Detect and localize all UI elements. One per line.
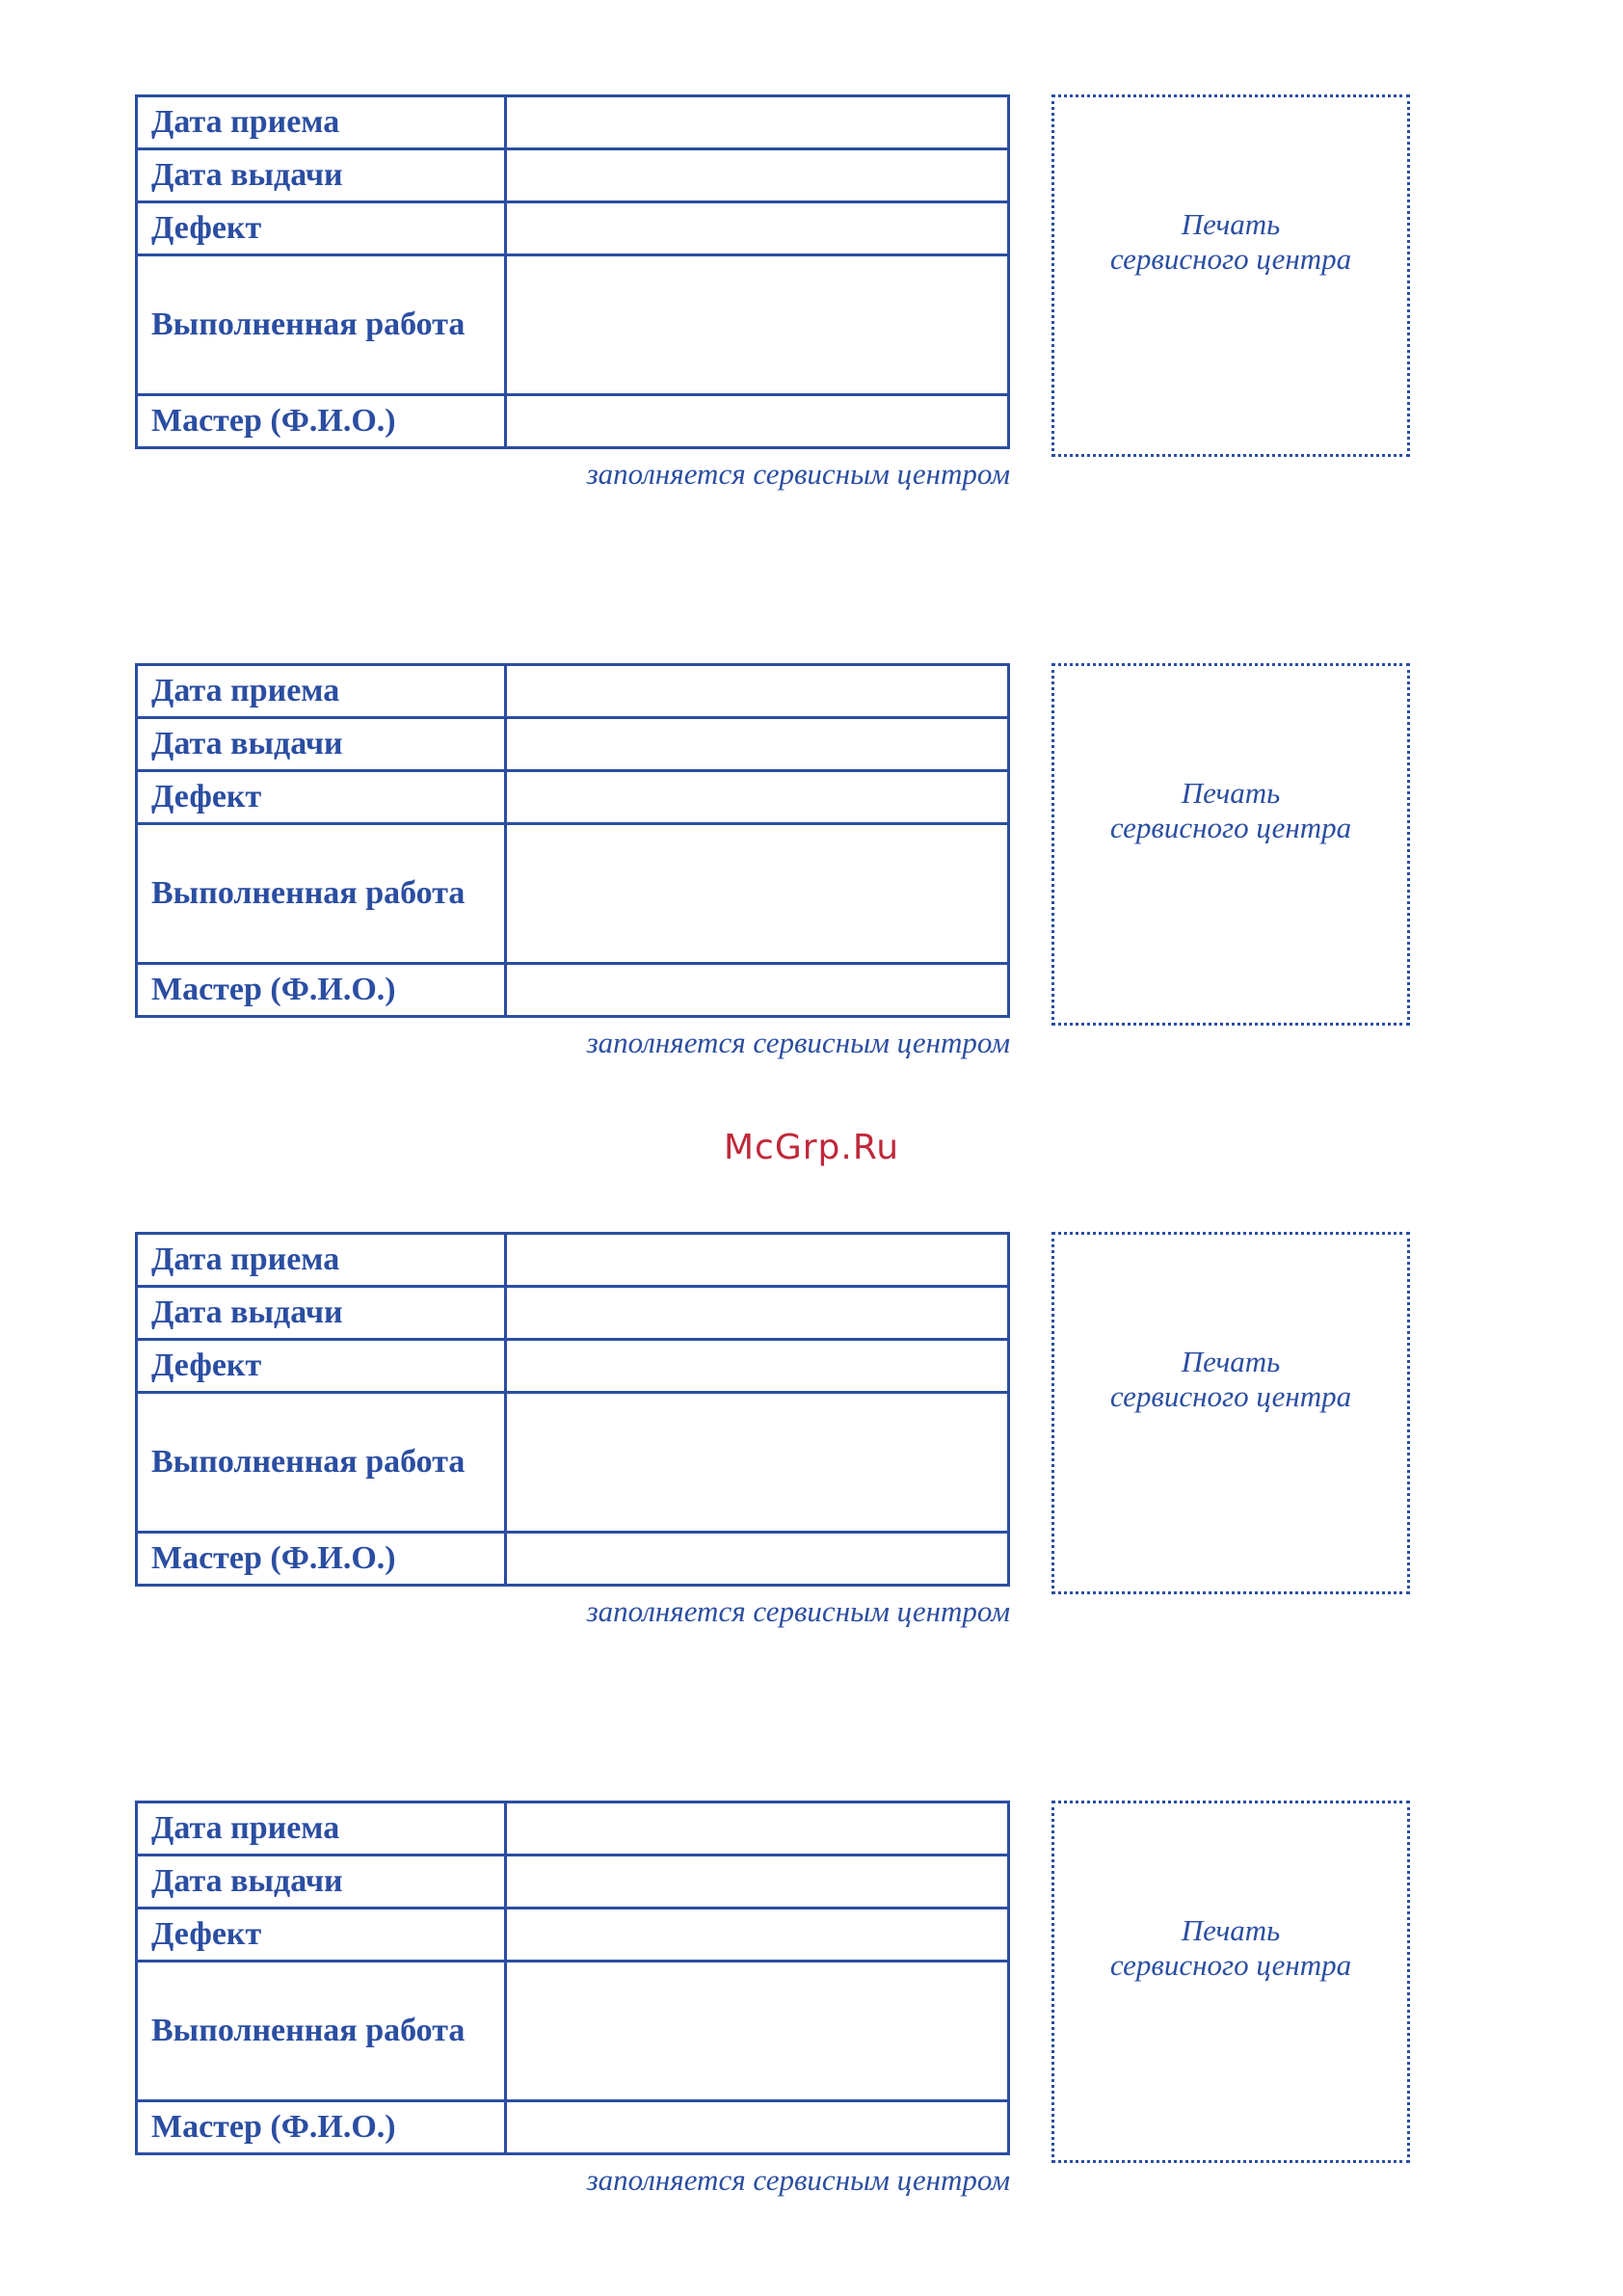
warranty-coupon-2 [135,663,1413,1087]
service-record-table [135,1801,1010,2155]
stamp-caption [1110,776,1351,845]
defect-field[interactable] [506,771,1009,824]
label-technician: Мастер (Ф.И.О.) [137,2101,506,2154]
work-done-field[interactable] [506,255,1009,395]
filled-by-service-note: заполняется сервисным центром [586,2163,1010,2197]
label-issue-date: Дата выдачи [137,1287,506,1340]
service-stamp-box [1051,663,1410,1026]
receive-date-field[interactable] [506,96,1009,149]
watermark: McGrp.Ru [723,1128,900,1167]
warranty-coupon-4 [135,1801,1413,2225]
work-done-field[interactable] [506,824,1009,964]
warranty-coupon-1 [135,94,1413,519]
technician-field[interactable] [506,964,1009,1017]
issue-date-field[interactable] [506,1287,1009,1340]
technician-field[interactable] [506,2101,1009,2154]
receive-date-field[interactable] [506,1802,1009,1855]
issue-date-field[interactable] [506,149,1009,202]
label-issue-date: Дата выдачи [137,718,506,771]
label-technician: Мастер (Ф.И.О.) [137,964,506,1017]
defect-field[interactable] [506,1340,1009,1393]
work-done-field[interactable] [506,1962,1009,2101]
issue-date-field[interactable] [506,1855,1009,1909]
warranty-coupon-3 [135,1232,1413,1656]
label-defect: Дефект [137,1340,506,1393]
stamp-caption [1110,1345,1351,1414]
label-issue-date: Дата выдачи [137,149,506,202]
stamp-caption [1110,207,1351,277]
service-stamp-box [1051,1232,1410,1594]
work-done-field[interactable] [506,1393,1009,1533]
label-defect: Дефект [137,202,506,255]
label-work-done: Выполненная работа [137,255,506,395]
stamp-caption-line1: Печать [1181,1913,1281,1947]
label-receive-date: Дата приема [137,96,506,149]
label-work-done: Выполненная работа [137,1962,506,2101]
defect-field[interactable] [506,202,1009,255]
stamp-caption-line1: Печать [1181,207,1281,241]
defect-field[interactable] [506,1909,1009,1962]
label-work-done: Выполненная работа [137,824,506,964]
label-defect: Дефект [137,771,506,824]
stamp-caption-line2: сервисного центра [1109,242,1352,276]
label-issue-date: Дата выдачи [137,1855,506,1909]
service-record-table [135,94,1010,449]
label-receive-date: Дата приема [137,1802,506,1855]
filled-by-service-note: заполняется сервисным центром [586,1594,1010,1628]
service-record-table [135,663,1010,1018]
stamp-caption-line1: Печать [1181,776,1281,810]
service-stamp-box [1051,1801,1410,2163]
label-technician: Мастер (Ф.И.О.) [137,1533,506,1586]
stamp-caption [1110,1913,1351,1983]
service-stamp-box [1051,94,1410,457]
label-work-done: Выполненная работа [137,1393,506,1533]
stamp-caption-line1: Печать [1181,1345,1281,1378]
label-defect: Дефект [137,1909,506,1962]
receive-date-field[interactable] [506,665,1009,718]
filled-by-service-note: заполняется сервисным центром [586,457,1010,491]
service-record-table [135,1232,1010,1587]
issue-date-field[interactable] [506,718,1009,771]
technician-field[interactable] [506,1533,1009,1586]
stamp-caption-line2: сервисного центра [1109,1948,1352,1982]
stamp-caption-line2: сервисного центра [1109,1379,1352,1413]
receive-date-field[interactable] [506,1234,1009,1287]
label-technician: Мастер (Ф.И.О.) [137,395,506,448]
label-receive-date: Дата приема [137,1234,506,1287]
technician-field[interactable] [506,395,1009,448]
label-receive-date: Дата приема [137,665,506,718]
stamp-caption-line2: сервисного центра [1109,811,1352,844]
filled-by-service-note: заполняется сервисным центром [586,1026,1010,1059]
